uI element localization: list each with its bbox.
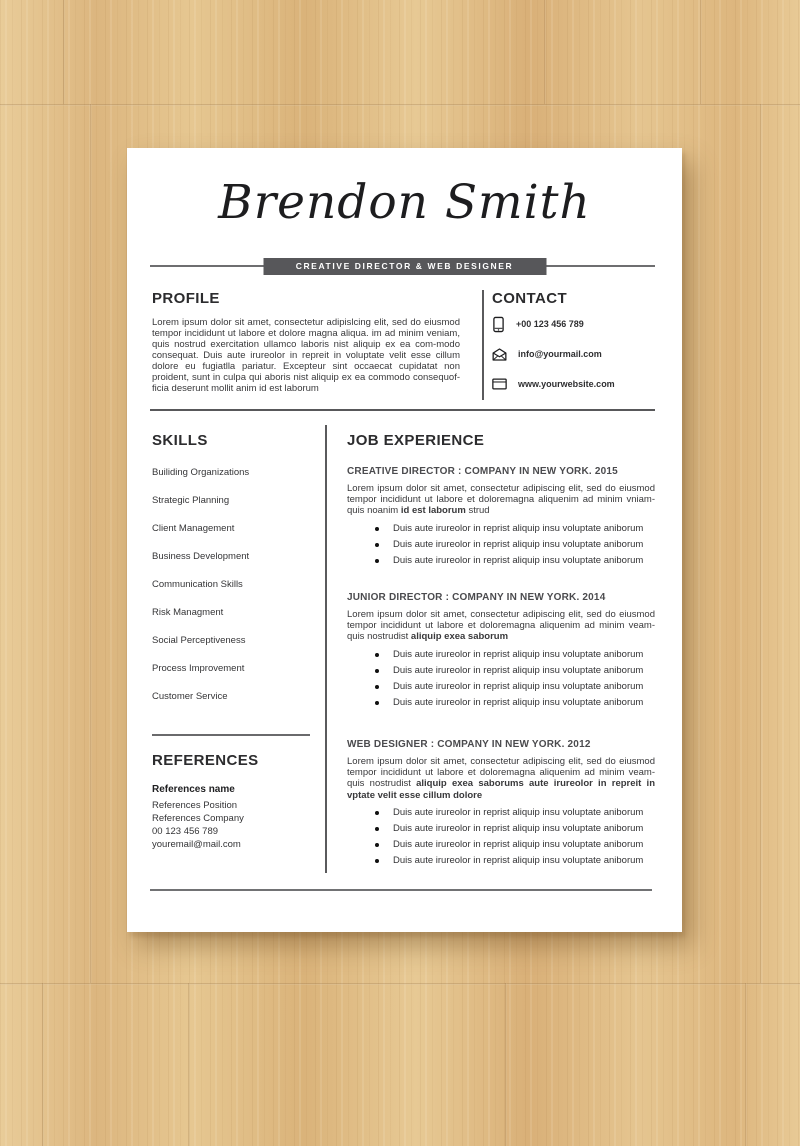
job-bullet-list xyxy=(347,647,655,711)
profile-section xyxy=(152,290,460,394)
skills-heading: SKILLS xyxy=(152,432,208,449)
job-description: Lorem ipsum dolor sit amet, consectetur adipiscing elit, sed do eiusmod tempor incididunt ut labore et doloremagna aliquenim ad minim vniam-quis noanim id est laborum strud xyxy=(347,483,655,517)
job-bullet xyxy=(347,837,655,853)
bullet-text: Duis aute irureolor in reprist aliquip insu voluptate aniborum xyxy=(393,807,644,819)
bullet-dot xyxy=(375,559,379,563)
contact-phone-row xyxy=(492,309,657,339)
bullet-dot xyxy=(375,527,379,531)
skill-item: Risk Managment xyxy=(152,607,224,618)
profile-heading: PROFILE xyxy=(152,290,220,307)
job-bullet xyxy=(347,853,655,869)
bullet-dot xyxy=(375,811,379,815)
column-divider xyxy=(325,425,327,873)
resume-name: Brendon Smith xyxy=(218,175,591,230)
bullet-text: Duis aute irureolor in reprist aliquip insu voluptate aniborum xyxy=(393,523,644,535)
wood-seam xyxy=(42,983,44,1146)
bullet-text: Duis aute irureolor in reprist aliquip insu voluptate aniborum xyxy=(393,649,644,661)
footer-rule xyxy=(150,889,652,891)
bullet-dot xyxy=(375,685,379,689)
wood-seam xyxy=(188,983,190,1146)
skill-item: Strategic Planning xyxy=(152,495,230,506)
job-bullet xyxy=(347,679,655,695)
references-rule xyxy=(152,734,310,736)
profile-contact-divider xyxy=(482,290,484,400)
wood-seam xyxy=(0,104,800,106)
job-description: Lorem ipsum dolor sit amet, consectetur adipiscing elit, sed do eiusmod tempor incididunt ut labore et doloremagna aliquenim ad minim veam-quis nostrudist aliquip exea saborum xyxy=(347,609,655,643)
wood-seam xyxy=(505,983,507,1146)
bullet-dot xyxy=(375,701,379,705)
job-bullet xyxy=(347,647,655,663)
bullet-dot xyxy=(375,859,379,863)
skill-item: Communication Skills xyxy=(152,579,243,590)
job-bullet-list xyxy=(347,521,655,569)
job-title: CREATIVE DIRECTOR : COMPANY IN NEW YORK. 2015 xyxy=(347,466,618,477)
email-address: info@yourmail.com xyxy=(518,349,602,359)
resume-page xyxy=(127,148,682,932)
job-title: WEB DESIGNER : COMPANY IN NEW YORK. 2012 xyxy=(347,739,591,750)
job-bullet xyxy=(347,821,655,837)
wood-seam xyxy=(745,983,747,1146)
wood-seam xyxy=(700,0,702,104)
contact-website-row xyxy=(492,369,657,399)
phone-icon xyxy=(492,316,505,333)
website-icon xyxy=(492,378,507,390)
reference-line: References Company xyxy=(152,813,244,824)
profile-text: Lorem ipsum dolor sit amet, consectetur adipislcing elit, sed do eiusmod tempor incididunt ut labore et dolore magna aliqua. im ad minim veniam, quis nostrud exercitation ullamco laboris nist aliquip ex ea com-modo consequat. Duis aute irureolor in repreit in voluptate velit esse cillum dolore eu fugiatlla pariatur. Excepteur sint occaecat cupidatat non proident, sunt in culpa qui aboris nist aliquip ex ea commodo consequof-ficia deserunt mollit anim id est laborum xyxy=(152,317,460,394)
job-bullet xyxy=(347,805,655,821)
skill-item: Social Perceptiveness xyxy=(152,635,246,646)
bullet-text: Duis aute irureolor in reprist aliquip insu voluptate aniborum xyxy=(393,697,644,709)
experience-heading: JOB EXPERIENCE xyxy=(347,432,485,449)
job-bullet xyxy=(347,521,655,537)
bullet-dot xyxy=(375,827,379,831)
bullet-text: Duis aute irureolor in reprist aliquip insu voluptate aniborum xyxy=(393,555,644,567)
bullet-text: Duis aute irureolor in reprist aliquip insu voluptate aniborum xyxy=(393,681,644,693)
email-icon xyxy=(492,348,507,361)
reference-details xyxy=(152,799,314,851)
job-bullet xyxy=(347,537,655,553)
bullet-text: Duis aute irureolor in reprist aliquip insu voluptate aniborum xyxy=(393,539,644,551)
skill-item: Business Development xyxy=(152,551,250,562)
contact-heading: CONTACT xyxy=(492,290,568,307)
bullet-dot xyxy=(375,543,379,547)
references-heading: REFERENCES xyxy=(152,752,259,769)
contact-email-row xyxy=(492,339,657,369)
job-description: Lorem ipsum dolor sit amet, consectetur adipiscing elit, sed do eiusmod tempor incididunt ut labore et doloremagna aliquenim ad minim veam-quis nostrudist aliquip exea saborums aute irureolor in repreit in vptate velit esse cillum dolore xyxy=(347,756,655,801)
wood-seam xyxy=(90,104,92,983)
skill-item: Customer Service xyxy=(152,691,228,702)
bullet-text: Duis aute irureolor in reprist aliquip insu voluptate aniborum xyxy=(393,855,644,867)
job-entry xyxy=(347,739,655,869)
experience-section xyxy=(347,432,655,867)
references-section xyxy=(152,752,314,851)
phone-number: +00 123 456 789 xyxy=(516,319,584,329)
reference-name: References name xyxy=(152,784,235,795)
wood-seam xyxy=(760,104,762,983)
bullet-dot xyxy=(375,669,379,673)
reference-line: References Position xyxy=(152,800,238,811)
reference-line: 00 123 456 789 xyxy=(152,826,219,837)
bullet-text: Duis aute irureolor in reprist aliquip insu voluptate aniborum xyxy=(393,665,644,677)
bullet-text: Duis aute irureolor in reprist aliquip insu voluptate aniborum xyxy=(393,823,644,835)
reference-line: youremail@mail.com xyxy=(152,839,241,850)
contact-list xyxy=(492,309,657,399)
bullet-dot xyxy=(375,843,379,847)
job-bullet-list xyxy=(347,805,655,869)
skill-item: Builiding Organizations xyxy=(152,467,250,478)
bullet-text: Duis aute irureolor in reprist aliquip insu voluptate aniborum xyxy=(393,839,644,851)
job-entry xyxy=(347,592,655,711)
skills-list xyxy=(152,467,314,719)
job-bullet xyxy=(347,553,655,569)
bullet-dot xyxy=(375,653,379,657)
skill-item: Process Improvement xyxy=(152,663,245,674)
website-url: www.yourwebsite.com xyxy=(518,379,615,389)
job-entry xyxy=(347,466,655,569)
section-divider-rule xyxy=(150,409,655,411)
contact-section xyxy=(492,290,657,399)
wood-seam xyxy=(0,983,800,985)
skill-item: Client Management xyxy=(152,523,235,534)
job-title: JUNIOR DIRECTOR : COMPANY IN NEW YORK. 2014 xyxy=(347,592,606,603)
job-bullet xyxy=(347,695,655,711)
job-bullet xyxy=(347,663,655,679)
wood-seam xyxy=(63,0,65,104)
job-title-banner: CREATIVE DIRECTOR & WEB DESIGNER xyxy=(263,258,546,275)
wood-seam xyxy=(544,0,546,104)
skills-section xyxy=(152,432,314,719)
